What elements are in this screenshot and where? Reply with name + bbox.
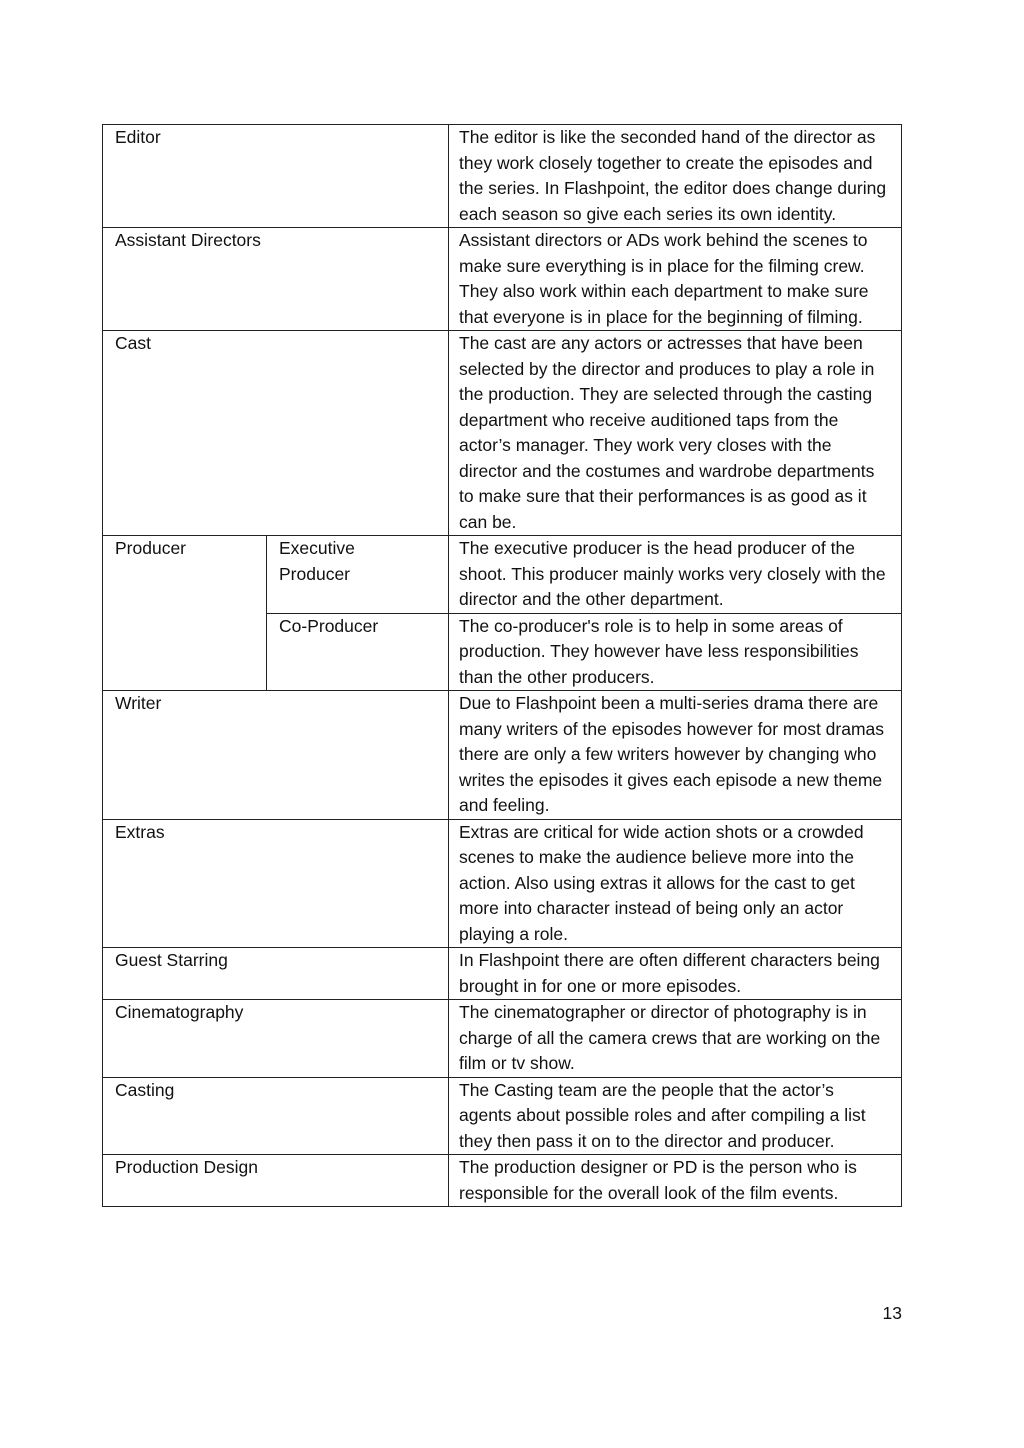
table-row	[103, 331, 902, 536]
roles-table	[102, 124, 902, 1207]
description-cell: The editor is like the seconded hand of the director as they work closely together to create the episodes and the series. In Flashpoint, the editor does change during each season so give each series its own identity.	[449, 125, 902, 228]
description-cell: The co-producer's role is to help in some areas of production. They however have less responsibilities than the other producers.	[449, 613, 902, 691]
table-row	[103, 691, 902, 820]
page-number: 13	[882, 1303, 902, 1323]
role-cell: Guest Starring	[103, 948, 449, 1000]
role-cell: Casting	[103, 1077, 449, 1155]
role-cell: Extras	[103, 819, 449, 948]
description-cell: Due to Flashpoint been a multi-series drama there are many writers of the episodes however for most dramas there are only a few writers however by changing who writes the episodes it gives each episode a new theme and feeling.	[449, 691, 902, 820]
table-row	[103, 1155, 902, 1207]
table-row	[103, 536, 902, 614]
sub-role-cell: Co-Producer	[267, 613, 449, 691]
table-row	[103, 1000, 902, 1078]
table-row	[103, 819, 902, 948]
role-cell: Production Design	[103, 1155, 449, 1207]
sub-role-cell: Executive Producer	[267, 536, 449, 614]
description-cell: The executive producer is the head producer of the shoot. This producer mainly works very closely with the director and the other department.	[449, 536, 902, 614]
role-cell: Producer	[103, 536, 267, 691]
table-row	[103, 228, 902, 331]
description-cell: The Casting team are the people that the actor’s agents about possible roles and after compiling a list they then pass it on to the director and producer.	[449, 1077, 902, 1155]
description-cell: Assistant directors or ADs work behind the scenes to make sure everything is in place for the filming crew. They also work within each department to make sure that everyone is in place for the beginning of filming.	[449, 228, 902, 331]
role-cell: Cast	[103, 331, 449, 536]
table-row	[103, 1077, 902, 1155]
role-cell: Editor	[103, 125, 449, 228]
table-row	[103, 125, 902, 228]
description-cell: Extras are critical for wide action shots or a crowded scenes to make the audience believe more into the action. Also using extras it allows for the cast to get more into character instead of being only an actor playing a role.	[449, 819, 902, 948]
role-cell: Cinematography	[103, 1000, 449, 1078]
description-cell: The cinematographer or director of photography is in charge of all the camera crews that are working on the film or tv show.	[449, 1000, 902, 1078]
table-row	[103, 948, 902, 1000]
role-cell: Assistant Directors	[103, 228, 449, 331]
description-cell: The production designer or PD is the person who is responsible for the overall look of the film events.	[449, 1155, 902, 1207]
description-cell: In Flashpoint there are often different characters being brought in for one or more episodes.	[449, 948, 902, 1000]
role-cell: Writer	[103, 691, 449, 820]
description-cell: The cast are any actors or actresses that have been selected by the director and produces to play a role in the production. They are selected through the casting department who receive auditioned taps from the actor’s manager. They work very closes with the director and the costumes and wardrobe departments to make sure that their performances is as good as it can be.	[449, 331, 902, 536]
